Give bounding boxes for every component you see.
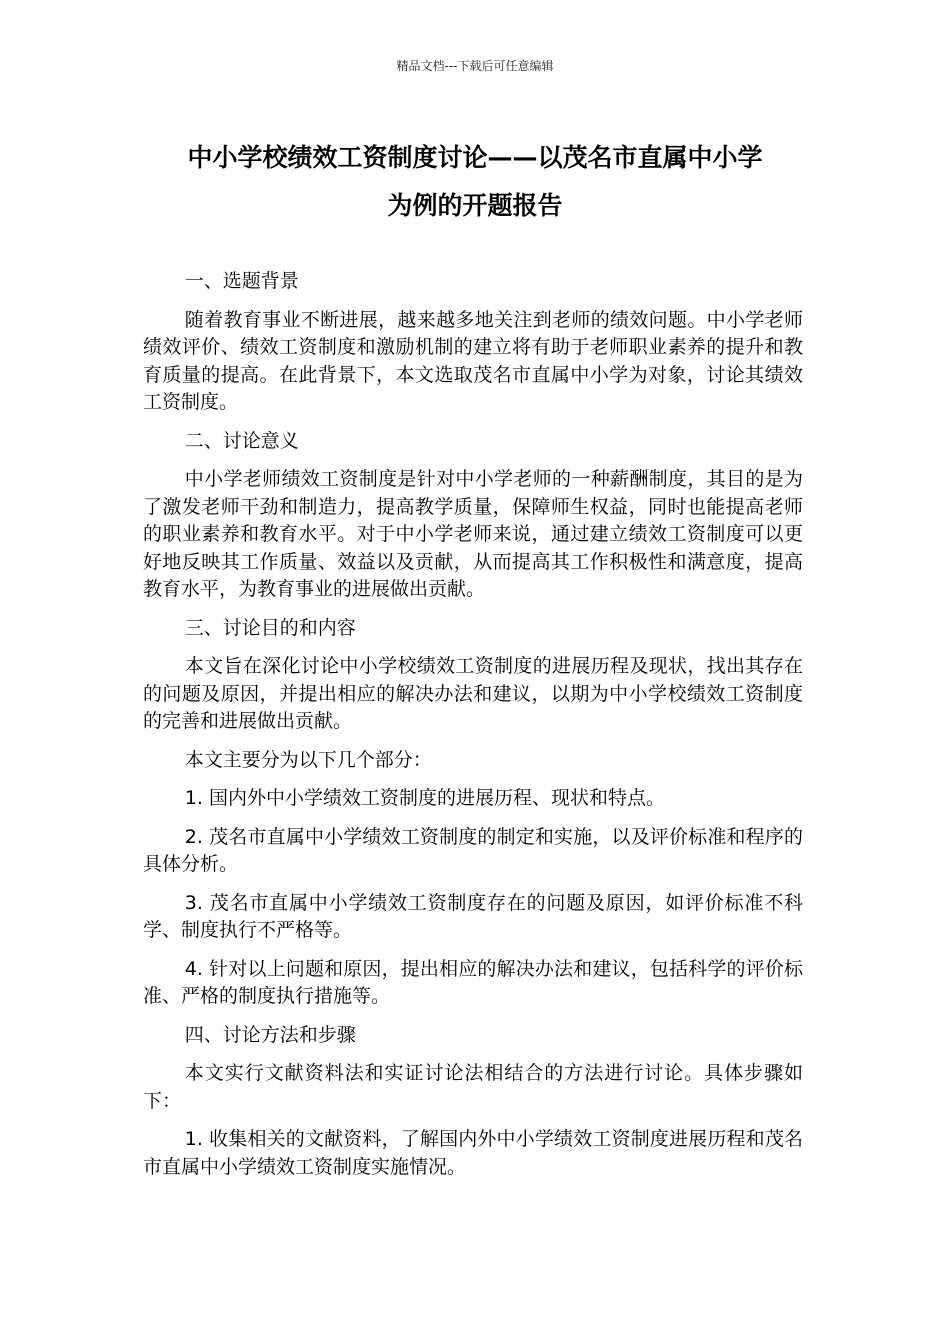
paragraph-parts-intro: 本文主要分为以下几个部分：	[184, 748, 432, 771]
list-item-part-3: 3. 茂名市直属中小学绩效工资制度存在的问题及原因，如评价标准不科学、制度执行不严格等。	[143, 891, 803, 941]
list-item-part-1: 1. 国内外中小学绩效工资制度的进展历程、现状和特点。	[184, 787, 665, 809]
title-line-1: 中小学校绩效工资制度讨论——以茂名市直属中小学	[187, 143, 763, 172]
list-item-part-2: 2. 茂名市直属中小学绩效工资制度的制定和实施，以及评价标准和程序的具体分析。	[143, 825, 803, 875]
title-line-2: 为例的开题报告	[387, 191, 563, 220]
paragraph-methods: 本文实行文献资料法和实证讨论法相结合的方法进行讨论。具体步骤如下：	[143, 1062, 803, 1112]
paragraph-purpose: 本文旨在深化讨论中小学校绩效工资制度的进展历程及现状，找出其存在的问题及原因，并提出相应的解决办法和建议，以期为中小学校绩效工资制度的完善和进展做出贡献。	[143, 655, 803, 732]
list-item-step-1: 1. 收集相关的文献资料，了解国内外中小学绩效工资制度进展历程和茂名市直属中小学绩效工资制度实施情况。	[143, 1128, 803, 1178]
section-heading-purpose: 三、讨论目的和内容	[184, 616, 356, 639]
section-heading-significance: 二、讨论意义	[184, 429, 299, 452]
paragraph-significance: 中小学老师绩效工资制度是针对中小学老师的一种薪酬制度，其目的是为了激发老师干劲和制造力，提高教学质量，保障师生权益，同时也能提高老师的职业素养和教育水平。对于中小学老师来说，通过建立绩效工资制度可以更好地反映其工作质量、效益以及贡献，从而提高其工作积极性和满意度，提高教育水平，为教育事业的进展做出贡献。	[143, 468, 803, 600]
header-note: 精品文档---下载后可任意编辑	[396, 59, 554, 73]
section-heading-background: 一、选题背景	[184, 270, 299, 292]
document-title	[140, 134, 810, 230]
document-body	[143, 268, 803, 1181]
section-heading-methods: 四、讨论方法和步骤	[184, 1023, 356, 1046]
list-item-part-4: 4. 针对以上问题和原因，提出相应的解决办法和建议，包括科学的评价标准、严格的制度执行措施等。	[143, 957, 803, 1007]
paragraph-background: 随着教育事业不断进展，越来越多地关注到老师的绩效问题。中小学老师绩效评价、绩效工资制度和激励机制的建立将有助于老师职业素养的提升和教育质量的提高。在此背景下，本文选取茂名市直属中小学为对象，讨论其绩效工资制度。	[143, 308, 803, 413]
